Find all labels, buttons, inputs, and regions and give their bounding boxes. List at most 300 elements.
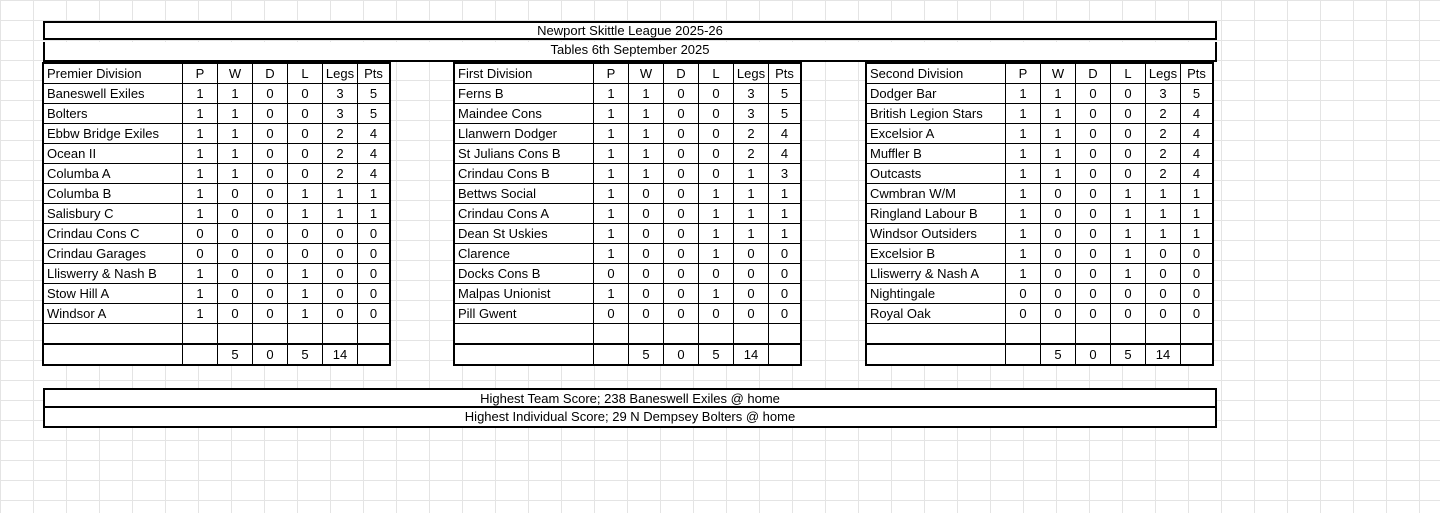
team-name: Clarence xyxy=(455,244,594,264)
table-row xyxy=(44,304,390,324)
stat-cell: 0 xyxy=(769,284,801,304)
column-header: Legs xyxy=(323,64,358,84)
stat-cell: 1 xyxy=(183,84,218,104)
total-cell: 5 xyxy=(1041,344,1076,365)
team-name: Lliswerry & Nash B xyxy=(44,264,183,284)
total-cell: 5 xyxy=(699,344,734,365)
stat-cell: 0 xyxy=(699,144,734,164)
stat-cell: 0 xyxy=(253,184,288,204)
column-header: L xyxy=(288,64,323,84)
stat-cell: 0 xyxy=(1111,124,1146,144)
stat-cell: 1 xyxy=(1006,244,1041,264)
stat-cell: 0 xyxy=(664,124,699,144)
stat-cell: 1 xyxy=(629,144,664,164)
stat-cell: 1 xyxy=(1111,224,1146,244)
stat-cell: 1 xyxy=(218,164,253,184)
stat-cell: 1 xyxy=(218,144,253,164)
team-name: Docks Cons B xyxy=(455,264,594,284)
stat-cell: 2 xyxy=(323,144,358,164)
stat-cell: 0 xyxy=(358,264,390,284)
division-header-row xyxy=(44,64,390,84)
stat-cell: 0 xyxy=(1181,284,1213,304)
stat-cell: 1 xyxy=(699,244,734,264)
stat-cell: 0 xyxy=(594,264,629,284)
stat-cell: 0 xyxy=(664,144,699,164)
stat-cell: 0 xyxy=(1076,204,1111,224)
stat-cell: 1 xyxy=(769,204,801,224)
stat-cell: 5 xyxy=(1181,84,1213,104)
stat-cell: 0 xyxy=(1111,84,1146,104)
stat-cell: 4 xyxy=(358,144,390,164)
stat-cell: 1 xyxy=(183,284,218,304)
stat-cell: 0 xyxy=(253,304,288,324)
stat-cell: 0 xyxy=(769,264,801,284)
stat-cell: 5 xyxy=(358,104,390,124)
stat-cell: 2 xyxy=(323,164,358,184)
stat-cell: 1 xyxy=(183,204,218,224)
stat-cell: 1 xyxy=(699,224,734,244)
stat-cell: 1 xyxy=(769,224,801,244)
stat-cell: 0 xyxy=(699,304,734,324)
stat-cell: 1 xyxy=(288,284,323,304)
table-row xyxy=(44,264,390,284)
stat-cell: 4 xyxy=(1181,124,1213,144)
division-header-row xyxy=(455,64,801,84)
stat-cell: 0 xyxy=(253,84,288,104)
stat-cell: 4 xyxy=(358,164,390,184)
empty-cell xyxy=(629,324,664,345)
total-cell: 5 xyxy=(629,344,664,365)
stat-cell: 0 xyxy=(1076,84,1111,104)
stat-cell: 1 xyxy=(1111,264,1146,284)
stat-cell: 2 xyxy=(323,124,358,144)
blank-row xyxy=(455,324,801,345)
division-name: Premier Division xyxy=(44,64,183,84)
stat-cell: 0 xyxy=(769,304,801,324)
stat-cell: 0 xyxy=(1041,284,1076,304)
team-name: Crindau Cons C xyxy=(44,224,183,244)
stat-cell: 0 xyxy=(1041,244,1076,264)
table-row xyxy=(455,104,801,124)
stat-cell: 1 xyxy=(1006,104,1041,124)
stat-cell: 0 xyxy=(1006,284,1041,304)
stat-cell: 1 xyxy=(218,124,253,144)
total-cell xyxy=(1006,344,1041,365)
blank-row xyxy=(867,324,1213,345)
stat-cell: 0 xyxy=(664,284,699,304)
table-row xyxy=(44,84,390,104)
first-division-table xyxy=(454,63,801,365)
stat-cell: 0 xyxy=(734,264,769,284)
stat-cell: 0 xyxy=(699,264,734,284)
stat-cell: 0 xyxy=(253,244,288,264)
stat-cell: 0 xyxy=(1076,264,1111,284)
team-name: Dodger Bar xyxy=(867,84,1006,104)
stat-cell: 0 xyxy=(1076,184,1111,204)
stat-cell: 2 xyxy=(1146,144,1181,164)
stat-cell: 4 xyxy=(1181,104,1213,124)
empty-cell xyxy=(455,324,594,345)
stat-cell: 1 xyxy=(1111,184,1146,204)
stat-cell: 1 xyxy=(1041,84,1076,104)
stat-cell: 1 xyxy=(594,244,629,264)
highest-individual-score: Highest Individual Score; 29 N Dempsey Bolters @ home xyxy=(43,408,1217,428)
column-header: Legs xyxy=(1146,64,1181,84)
stat-cell: 0 xyxy=(218,284,253,304)
empty-cell xyxy=(1076,324,1111,345)
stat-cell: 0 xyxy=(218,244,253,264)
table-row xyxy=(455,224,801,244)
stat-cell: 0 xyxy=(1146,304,1181,324)
column-header: Legs xyxy=(734,64,769,84)
stat-cell: 1 xyxy=(699,204,734,224)
stat-cell: 1 xyxy=(1006,264,1041,284)
empty-cell xyxy=(218,324,253,345)
empty-cell xyxy=(1041,324,1076,345)
stat-cell: 0 xyxy=(1111,304,1146,324)
total-cell: 0 xyxy=(664,344,699,365)
total-cell: 0 xyxy=(253,344,288,365)
stat-cell: 0 xyxy=(358,244,390,264)
stat-cell: 0 xyxy=(629,304,664,324)
stat-cell: 1 xyxy=(1006,224,1041,244)
table-row xyxy=(455,144,801,164)
stat-cell: 5 xyxy=(769,84,801,104)
stat-cell: 4 xyxy=(1181,144,1213,164)
stat-cell: 1 xyxy=(1146,204,1181,224)
team-name: Crindau Garages xyxy=(44,244,183,264)
stat-cell: 0 xyxy=(664,204,699,224)
column-header: Pts xyxy=(1181,64,1213,84)
totals-row xyxy=(867,344,1213,365)
empty-cell xyxy=(253,324,288,345)
stat-cell: 1 xyxy=(734,224,769,244)
total-cell xyxy=(867,344,1006,365)
stat-cell: 1 xyxy=(734,204,769,224)
stat-cell: 1 xyxy=(699,184,734,204)
empty-cell xyxy=(1111,324,1146,345)
table-row xyxy=(44,124,390,144)
total-cell: 0 xyxy=(1076,344,1111,365)
team-name: Ocean II xyxy=(44,144,183,164)
stat-cell: 3 xyxy=(1146,84,1181,104)
stat-cell: 1 xyxy=(323,204,358,224)
stat-cell: 0 xyxy=(699,124,734,144)
stat-cell: 0 xyxy=(1076,144,1111,164)
stat-cell: 2 xyxy=(734,124,769,144)
stat-cell: 0 xyxy=(253,164,288,184)
stat-cell: 1 xyxy=(629,164,664,184)
stat-cell: 1 xyxy=(594,224,629,244)
stat-cell: 1 xyxy=(358,184,390,204)
empty-cell xyxy=(734,324,769,345)
column-header: L xyxy=(699,64,734,84)
stat-cell: 1 xyxy=(1006,204,1041,224)
stat-cell: 0 xyxy=(1076,304,1111,324)
team-name: Lliswerry & Nash A xyxy=(867,264,1006,284)
team-name: Excelsior A xyxy=(867,124,1006,144)
total-cell xyxy=(594,344,629,365)
stat-cell: 1 xyxy=(183,264,218,284)
tables-date-subtitle: Tables 6th September 2025 xyxy=(43,42,1217,62)
table-row xyxy=(867,264,1213,284)
stat-cell: 0 xyxy=(253,124,288,144)
column-header: Pts xyxy=(769,64,801,84)
stat-cell: 1 xyxy=(1006,164,1041,184)
team-name: Ebbw Bridge Exiles xyxy=(44,124,183,144)
stat-cell: 0 xyxy=(629,244,664,264)
stat-cell: 0 xyxy=(183,224,218,244)
table-row xyxy=(44,104,390,124)
stat-cell: 2 xyxy=(1146,104,1181,124)
stat-cell: 0 xyxy=(734,244,769,264)
stat-cell: 1 xyxy=(218,84,253,104)
column-header: W xyxy=(218,64,253,84)
stat-cell: 1 xyxy=(699,284,734,304)
stat-cell: 0 xyxy=(664,264,699,284)
stat-cell: 1 xyxy=(323,184,358,204)
table-row xyxy=(44,204,390,224)
stat-cell: 0 xyxy=(594,304,629,324)
team-name: Pill Gwent xyxy=(455,304,594,324)
table-row xyxy=(455,164,801,184)
stat-cell: 1 xyxy=(183,164,218,184)
stat-cell: 0 xyxy=(218,184,253,204)
stat-cell: 0 xyxy=(253,224,288,244)
total-cell: 5 xyxy=(1111,344,1146,365)
table-row xyxy=(867,184,1213,204)
stat-cell: 4 xyxy=(769,124,801,144)
stat-cell: 0 xyxy=(1146,244,1181,264)
total-cell: 14 xyxy=(323,344,358,365)
empty-cell xyxy=(594,324,629,345)
empty-cell xyxy=(1146,324,1181,345)
table-row xyxy=(455,264,801,284)
total-cell: 14 xyxy=(1146,344,1181,365)
stat-cell: 1 xyxy=(288,264,323,284)
stat-cell: 0 xyxy=(253,144,288,164)
stat-cell: 1 xyxy=(1006,144,1041,164)
column-header: W xyxy=(1041,64,1076,84)
totals-row xyxy=(44,344,390,365)
stat-cell: 1 xyxy=(594,184,629,204)
stat-cell: 0 xyxy=(1041,184,1076,204)
stat-cell: 0 xyxy=(288,84,323,104)
table-row xyxy=(44,164,390,184)
team-name: Muffler B xyxy=(867,144,1006,164)
table-row xyxy=(867,104,1213,124)
stat-cell: 0 xyxy=(664,84,699,104)
stat-cell: 4 xyxy=(769,144,801,164)
team-name: Columba A xyxy=(44,164,183,184)
table-row xyxy=(455,184,801,204)
second-division-table xyxy=(866,63,1213,365)
table-row xyxy=(455,284,801,304)
team-name: British Legion Stars xyxy=(867,104,1006,124)
total-cell xyxy=(455,344,594,365)
team-name: Royal Oak xyxy=(867,304,1006,324)
total-cell xyxy=(769,344,801,365)
blank-row xyxy=(44,324,390,345)
stat-cell: 1 xyxy=(594,124,629,144)
table-row xyxy=(455,304,801,324)
total-cell: 5 xyxy=(218,344,253,365)
stat-cell: 3 xyxy=(734,104,769,124)
empty-cell xyxy=(183,324,218,345)
empty-cell xyxy=(867,324,1006,345)
stat-cell: 0 xyxy=(218,204,253,224)
stat-cell: 1 xyxy=(183,304,218,324)
stat-cell: 0 xyxy=(769,244,801,264)
team-name: St Julians Cons B xyxy=(455,144,594,164)
stat-cell: 1 xyxy=(1181,184,1213,204)
stat-cell: 1 xyxy=(594,84,629,104)
division-name: First Division xyxy=(455,64,594,84)
stat-cell: 1 xyxy=(288,204,323,224)
stat-cell: 0 xyxy=(1111,144,1146,164)
team-name: Maindee Cons xyxy=(455,104,594,124)
stat-cell: 1 xyxy=(183,124,218,144)
empty-cell xyxy=(699,324,734,345)
stat-cell: 0 xyxy=(288,244,323,264)
stat-cell: 0 xyxy=(1076,244,1111,264)
table-row xyxy=(867,224,1213,244)
stat-cell: 1 xyxy=(1181,224,1213,244)
table-row xyxy=(455,204,801,224)
stat-cell: 1 xyxy=(629,124,664,144)
stat-cell: 1 xyxy=(288,304,323,324)
stat-cell: 1 xyxy=(734,164,769,184)
stat-cell: 0 xyxy=(664,304,699,324)
team-name: Ringland Labour B xyxy=(867,204,1006,224)
stat-cell: 0 xyxy=(1041,264,1076,284)
team-name: Salisbury C xyxy=(44,204,183,224)
table-row xyxy=(867,124,1213,144)
stat-cell: 0 xyxy=(218,264,253,284)
stat-cell: 1 xyxy=(594,104,629,124)
league-title: Newport Skittle League 2025-26 xyxy=(43,21,1217,40)
stat-cell: 0 xyxy=(699,84,734,104)
team-name: Bolters xyxy=(44,104,183,124)
stat-cell: 0 xyxy=(699,104,734,124)
table-row xyxy=(455,124,801,144)
stat-cell: 0 xyxy=(1076,104,1111,124)
stat-cell: 1 xyxy=(1111,244,1146,264)
stat-cell: 0 xyxy=(253,284,288,304)
total-cell xyxy=(183,344,218,365)
stat-cell: 1 xyxy=(1041,144,1076,164)
stat-cell: 1 xyxy=(629,84,664,104)
stat-cell: 0 xyxy=(629,204,664,224)
empty-cell xyxy=(769,324,801,345)
total-cell xyxy=(44,344,183,365)
stat-cell: 1 xyxy=(183,104,218,124)
column-header: D xyxy=(1076,64,1111,84)
stat-cell: 0 xyxy=(629,264,664,284)
division-header-row xyxy=(867,64,1213,84)
stat-cell: 1 xyxy=(288,184,323,204)
team-name: Dean St Uskies xyxy=(455,224,594,244)
stat-cell: 0 xyxy=(734,304,769,324)
stat-cell: 1 xyxy=(1041,104,1076,124)
stat-cell: 0 xyxy=(288,164,323,184)
table-row xyxy=(44,144,390,164)
stat-cell: 0 xyxy=(218,304,253,324)
column-header: P xyxy=(1006,64,1041,84)
stat-cell: 0 xyxy=(699,164,734,184)
stat-cell: 1 xyxy=(734,184,769,204)
stat-cell: 0 xyxy=(1076,164,1111,184)
empty-cell xyxy=(44,324,183,345)
team-name: Crindau Cons A xyxy=(455,204,594,224)
stat-cell: 1 xyxy=(769,184,801,204)
empty-cell xyxy=(1006,324,1041,345)
table-row xyxy=(867,244,1213,264)
stat-cell: 0 xyxy=(1181,264,1213,284)
stat-cell: 0 xyxy=(1006,304,1041,324)
stat-cell: 3 xyxy=(769,164,801,184)
stat-cell: 0 xyxy=(1111,104,1146,124)
stat-cell: 0 xyxy=(629,184,664,204)
stat-cell: 0 xyxy=(1076,284,1111,304)
column-header: D xyxy=(253,64,288,84)
column-header: Pts xyxy=(358,64,390,84)
stat-cell: 1 xyxy=(1006,84,1041,104)
stat-cell: 3 xyxy=(734,84,769,104)
stat-cell: 1 xyxy=(629,104,664,124)
premier-division-table xyxy=(43,63,390,365)
stat-cell: 0 xyxy=(1041,304,1076,324)
column-header: P xyxy=(183,64,218,84)
table-row xyxy=(44,184,390,204)
stat-cell: 3 xyxy=(323,104,358,124)
stat-cell: 0 xyxy=(253,104,288,124)
table-row xyxy=(867,84,1213,104)
column-header: D xyxy=(664,64,699,84)
column-header: P xyxy=(594,64,629,84)
table-row xyxy=(44,284,390,304)
stat-cell: 1 xyxy=(1146,224,1181,244)
stat-cell: 1 xyxy=(1041,164,1076,184)
stat-cell: 1 xyxy=(594,164,629,184)
team-name: Columba B xyxy=(44,184,183,204)
column-header: W xyxy=(629,64,664,84)
stat-cell: 0 xyxy=(734,284,769,304)
division-name: Second Division xyxy=(867,64,1006,84)
stat-cell: 1 xyxy=(1146,184,1181,204)
stat-cell: 0 xyxy=(1076,224,1111,244)
team-name: Excelsior B xyxy=(867,244,1006,264)
empty-cell xyxy=(1181,324,1213,345)
stat-cell: 0 xyxy=(1181,244,1213,264)
stat-cell: 0 xyxy=(358,284,390,304)
stat-cell: 0 xyxy=(323,244,358,264)
table-row xyxy=(867,284,1213,304)
stat-cell: 1 xyxy=(1006,184,1041,204)
team-name: Nightingale xyxy=(867,284,1006,304)
stat-cell: 0 xyxy=(664,104,699,124)
stat-cell: 2 xyxy=(1146,124,1181,144)
total-cell: 14 xyxy=(734,344,769,365)
stat-cell: 0 xyxy=(1111,284,1146,304)
stat-cell: 0 xyxy=(1181,304,1213,324)
stat-cell: 0 xyxy=(323,264,358,284)
stat-cell: 1 xyxy=(1111,204,1146,224)
table-row xyxy=(867,164,1213,184)
stat-cell: 5 xyxy=(769,104,801,124)
empty-cell xyxy=(288,324,323,345)
stat-cell: 0 xyxy=(323,284,358,304)
